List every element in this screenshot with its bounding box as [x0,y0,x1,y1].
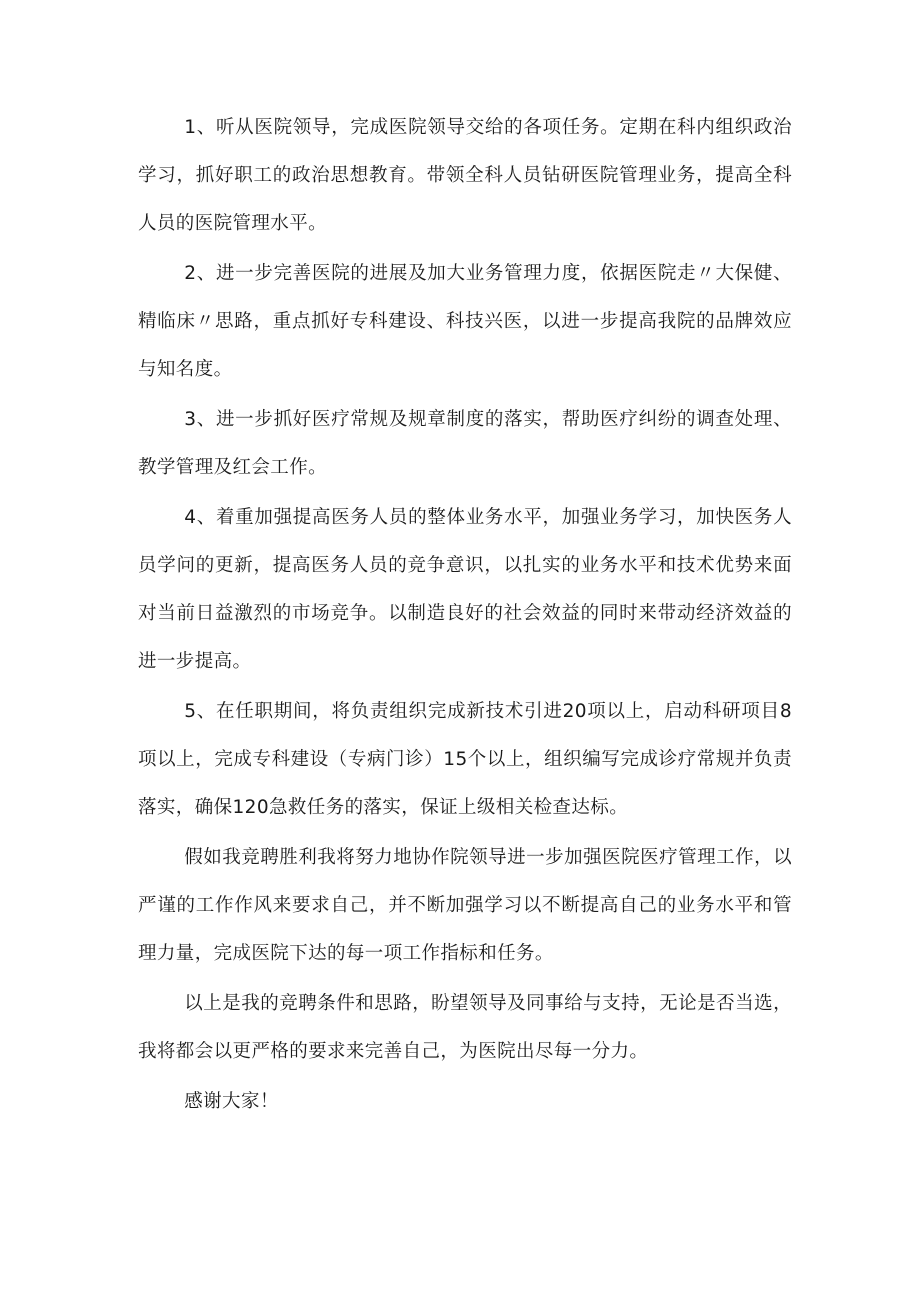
paragraph-commitment: 假如我竞聘胜利我将努力地协作院领导进一步加强医院医疗管理工作，以严谨的工作作风来要求自己，并不断加强学习以不断提高自己的业务水平和管理力量，完成医院下达的每一项工作指标和任务。 [138,847,792,964]
paragraph-item-2: 2、进一步完善医院的进展及加大业务管理力度，依据医院走〃大保健、精临床〃思路，重点抓好专科建设、科技兴医，以进一步提高我院的品牌效应与知名度。 [138,263,792,380]
paragraph-item-3: 3、进一步抓好医疗常规及规章制度的落实，帮助医疗纠纷的调查处理、教学管理及红会工作。 [138,409,792,478]
paragraph-item-5: 5、在任职期间，将负责组织完成新技术引进20项以上，启动科研项目8项以上，完成专科建设（专病门诊）15个以上，组织编写完成诊疗常规并负责落实，确保120急救任务的落实，保证上级相关检查达标。 [138,701,792,818]
paragraph-item-1: 1、听从医院领导，完成医院领导交给的各项任务。定期在科内组织政治学习，抓好职工的政治思想教育。带领全科人员钻研医院管理业务，提高全科人员的医院管理水平。 [138,117,792,234]
paragraph-thanks: 感谢大家！ [184,1091,279,1112]
paragraph-conclusion: 以上是我的竞聘条件和思路，盼望领导及同事给与支持，无论是否当选，我将都会以更严格的要求来完善自己，为医院出尽每一分力。 [138,993,792,1062]
paragraph-item-4: 4、着重加强提高医务人员的整体业务水平，加强业务学习，加快医务人员学问的更新，提高医务人员的竞争意识，以扎实的业务水平和技术优势来面对当前日益激烈的市场竞争。以制造良好的社会效益的同时来带动经济效益的进一步提高。 [138,507,792,672]
